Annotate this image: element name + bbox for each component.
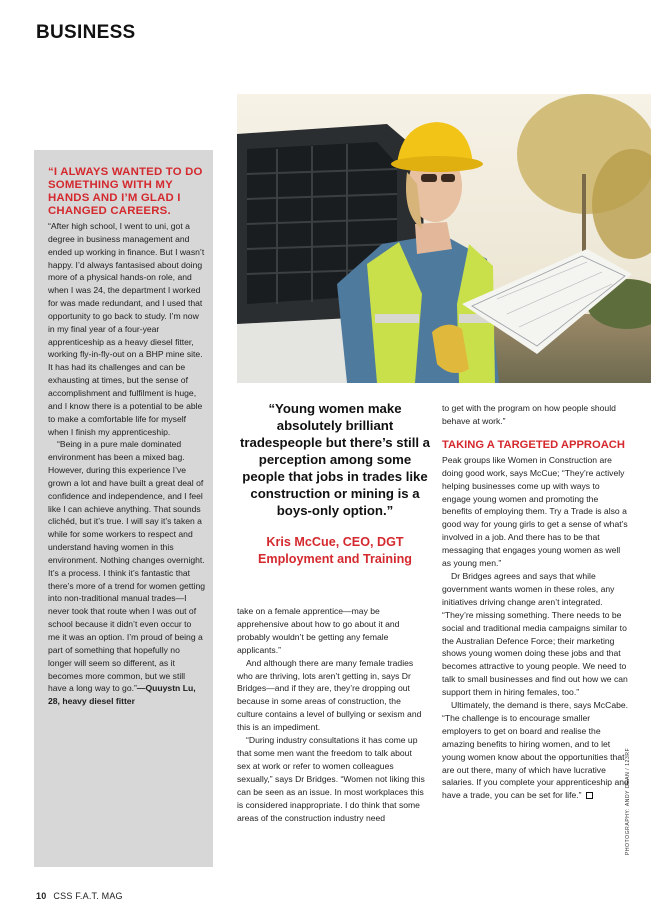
sidebar-body [48,220,205,708]
sidebar-paragraph-text: “Being in a pure male dominated environment has been a mixed bag. However, during this experience I’ve grown a lot and have built a great deal of confidence and independence, and I feel like I can achieve anything. That sounds clichéd, but it’s true. I will say it’s taken a while for some workers to respect and understand having women in this environment. Nothing changes overnight. It’s a process. I think it’s fantastic that there’s more of a trend for women getting into non-traditional manual trades—I never took that route when I was out of school because it didn’t even occur to me it was an option. I’m proud of being a part of something that hopefully no longer will seem so different, as it becomes more common, but we still have a long way to go.” [48,439,205,694]
article-paragraph: Peak groups like Women in Construction are doing good work, says McCue; “They’re actively helping businesses come up with ways to engage young women and promoting the benefits of employing them. Try a Trade is also a good way for young girls to get a sense of what’s involved in a job. And there has to be that messaging that engages young women as well as young men.” [442,454,628,569]
photo-credit-text: PHOTOGRAPHY: ANDY DEAN / 123RF [625,747,631,855]
sidebar-paragraph [48,438,205,708]
pull-quote [237,400,433,568]
article-paragraph: And although there are many female tradies who are thriving, lots aren’t getting in, says Dr Bridges—and if they are, they’re dropping out because in some areas of construction, the culture contains a level of bullying or sexism and this is an impediment. [237,657,422,733]
article-paragraph-text: Ultimately, the demand is there, says McCabe. “The challenge is to encourage smaller employers to get on board and realise the amazing benefits to hiring women, and to let young women know about the opportunities that are out there, many of which have lucrative salaries. If you complete your apprenticeship and have a trade, you can be set for life.” [442,700,629,801]
pull-quote-text: “Young women make absolutely brilliant tradespeople but there’s still a perception among some people that jobs in trades like construction or mining is a boys-only option.” [239,401,431,518]
sidebar-paragraph: “After high school, I went to uni, got a degree in business management and ended up working in finance. But I wasn’t happy. I’d always fantasised about doing more of a physical hands-on role, and when I was 24, the department I worked for was made redundant, and I used that opportunity to go back to study. I’m now in my final year of a four-year apprenticeship as a heavy diesel fitter, working fly-in-fly-out on a BHP mine site. It has had its challenges and can be exhausting at times, but the sense of accomplishment and fulfilment is huge, and I know there is a potential to be able to make a comfortable life for myself when I finish my apprenticeship. [48,221,205,437]
section-title: BUSINESS [36,22,136,43]
photo-illustration [237,94,651,383]
sidebar-heading: “I ALWAYS WANTED TO DO SOMETHING WITH MY HANDS AND I’M GLAD I CHANGED CAREERS. [48,166,203,217]
page-footer [36,891,123,901]
feature-photo [237,94,651,383]
article-column-middle [237,605,426,824]
sidebar-testimonial [34,150,213,867]
magazine-name: CSS F.A.T. MAG [53,891,123,901]
article-paragraph [442,699,629,802]
sidebar-signature: —Quuystn Lu, 28, heavy diesel fitter [48,683,196,707]
end-mark-icon [586,792,593,799]
page-number: 10 [36,891,47,901]
article-column-right [442,402,629,802]
article-paragraph: to get with the program on how people should behave at work.” [442,403,616,426]
pull-quote-attribution: Kris McCue, CEO, DGT Employment and Training [258,535,412,566]
section-subhead: TAKING A TARGETED APPROACH [442,438,625,451]
article-paragraph: take on a female apprentice—may be apprehensive about how to go about it and probably wouldn’t be getting any female applicants.” [237,606,400,655]
article-paragraph: Dr Bridges agrees and says that while government wants women in these roles, any initiatives driving change aren’t integrated. “They’re missing something. There needs to be social and traditional media campaigns similar to the Australian Defence Force; their marketing shows young women doing these jobs and that becomes attractive to young people. We need to talk to small businesses and find out how we can support them in hiring females, too.” [442,570,628,698]
article-paragraph: “During industry consultations it has come up that some men want the freedom to talk about sex at work or refer to women colleagues sexually,” says Dr Bridges. “Women not liking this can be seen as an issue. In most workplaces this is considered inappropriate. I do think that some areas of the construction industry need [237,735,425,823]
